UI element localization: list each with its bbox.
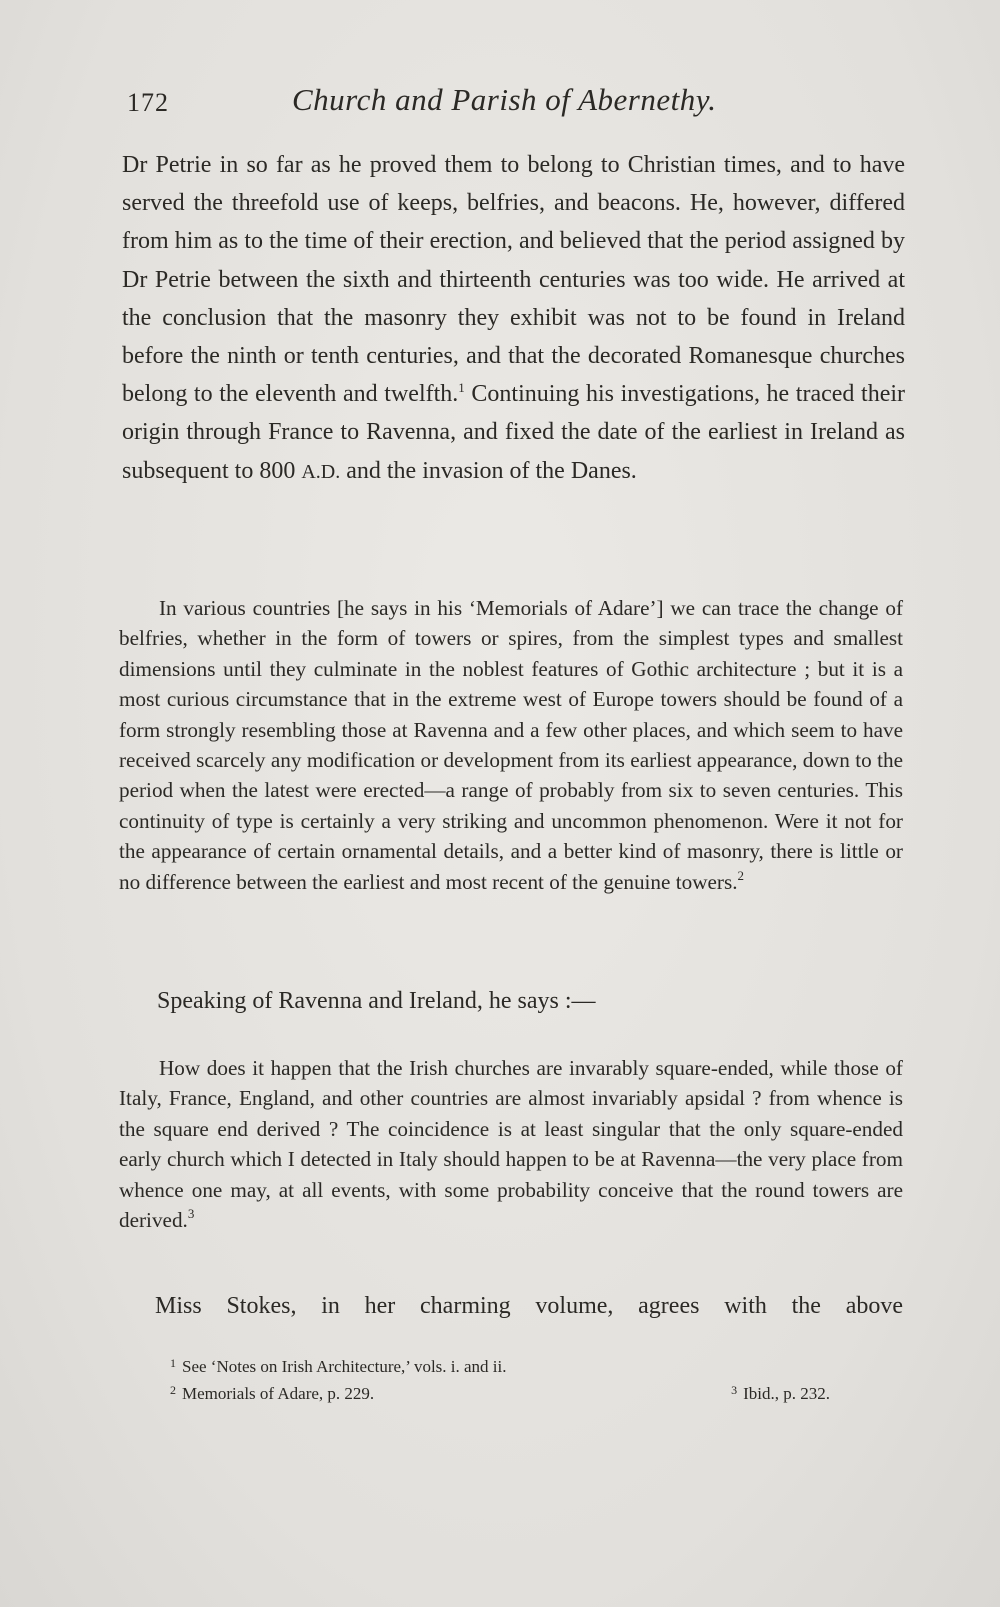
footnote-mark: 2 xyxy=(170,1383,176,1397)
footnote-text: Ibid., p. 232. xyxy=(743,1384,830,1403)
running-title: Church and Parish of Abernethy. xyxy=(292,82,717,117)
footnote-ref-2: 2 xyxy=(737,867,745,883)
block-quote-irish-churches-text: How does it happen that the Irish churches are invarably square-ended, while those of Italy, France, England, and other countries are almost invariably apsidal ? from whence is the square end derived ? The coincidence is at least singular that the only square-ended early church which I detected in Italy should happen to be at Ravenna—the very place from whence one may, at all events, with some probability conceive that the round towers are derived. xyxy=(119,1056,903,1233)
era-abbreviation: A.D. xyxy=(301,460,341,483)
main-paragraph-text: Dr Petrie in so far as he proved them to belong to Christian times, and to have served the threefold use of keeps, belfries, and beacons. He, however, differed from him as to the time of their erection, and believed that the period assigned by Dr Petrie between the sixth and thirteenth centuries was too wide. He arrived at the conclusion that the masonry they exhibit was not to be found in Ireland before the ninth or tenth centuries, and that the decorated Romanesque churches belong to the eleventh and twelfth. xyxy=(122,152,905,408)
footnote-mark: 3 xyxy=(731,1383,738,1397)
footnote-ref-1: 1 xyxy=(458,380,465,396)
footnote-3 xyxy=(731,1377,830,1407)
main-paragraph xyxy=(122,146,905,491)
block-quote-irish-churches xyxy=(119,1053,903,1235)
footnote-text: Memorials of Adare, p. 229. xyxy=(182,1384,375,1403)
footnote-1 xyxy=(170,1350,830,1377)
footnotes xyxy=(170,1350,830,1404)
footnote-text: See ‘Notes on Irish Architecture,’ vols. i. and ii. xyxy=(182,1357,507,1376)
footnote-mark: 1 xyxy=(170,1356,176,1370)
speaking-paragraph: Speaking of Ravenna and Ireland, he says :— xyxy=(157,988,596,1014)
page-number: 172 xyxy=(127,88,169,117)
block-quote-memorials-text: In various countries [he says in his ‘Memorials of Adare’] we can trace the change of belfries, whether in the form of towers or spires, from the simplest types and smallest dimensions until they culminate in the noblest features of Gothic architecture ; but it is a most curious circumstance that in the extreme west of Europe towers should be found of a form strongly resembling those at Ravenna and a few other places, and which seem to have received scarcely any modification or development from its earliest appearance, down to the period when the latest were erected—a range of probably from six to seven centuries. This continuity of type is certainly a very striking and uncommon phenomenon. Were it not for the appearance of certain ornamental details, and a better kind of masonry, there is little or no difference between the earliest and most recent of the genuine towers. xyxy=(119,596,903,894)
footnote-ref-3: 3 xyxy=(187,1206,195,1222)
page-header xyxy=(127,82,907,128)
main-paragraph-text-end: and the invasion of the Danes. xyxy=(340,457,637,484)
block-quote-memorials xyxy=(119,593,903,897)
miss-stokes-paragraph: Miss Stokes, in her charming volume, agrees with the above xyxy=(155,1293,903,1319)
main-paragraph-text-cont: Continuing his investigations, he traced their origin through France to Ravenna, and fixed the date of the earliest in Ireland as subsequent to 800 xyxy=(122,381,906,484)
footnote-row xyxy=(170,1377,830,1404)
